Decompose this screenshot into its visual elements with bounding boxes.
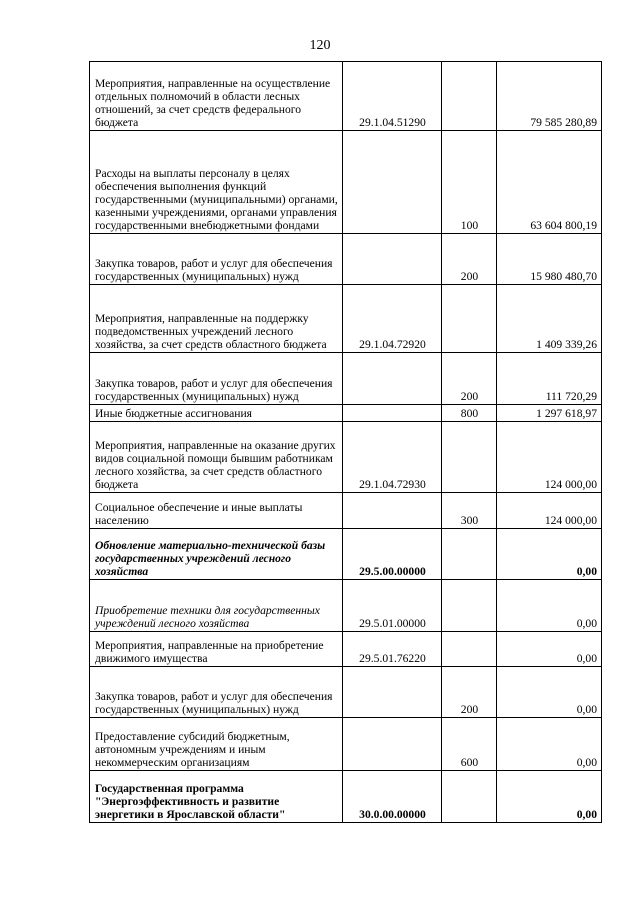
row-code: 29.5.01.00000 <box>343 580 442 632</box>
row-code: 29.1.04.72930 <box>343 422 442 493</box>
table-row <box>90 580 602 632</box>
row-name: Иные бюджетные ассигнования <box>90 405 343 422</box>
row-expense-type: 200 <box>442 234 497 285</box>
row-sum: 0,00 <box>497 771 602 823</box>
row-name: Государственная программа "Энергоэффективность и развитие энергетики в Ярославской области" <box>90 771 343 823</box>
row-sum: 124 000,00 <box>497 493 602 529</box>
row-name: Расходы на выплаты персоналу в целях обеспечения выполнения функций государственными (муниципальными) органами, казенными учреждениями, органами управления государственными внебюджетными фондами <box>90 131 343 234</box>
row-code <box>343 667 442 718</box>
row-name: Закупка товаров, работ и услуг для обеспечения государственных (муниципальных) нужд <box>90 667 343 718</box>
page-number: 120 <box>309 38 331 53</box>
row-expense-type <box>442 632 497 667</box>
row-sum: 0,00 <box>497 667 602 718</box>
row-sum: 1 409 339,26 <box>497 285 602 353</box>
row-code <box>343 718 442 771</box>
row-expense-type <box>442 771 497 823</box>
table-row <box>90 234 602 285</box>
row-name: Закупка товаров, работ и услуг для обеспечения государственных (муниципальных) нужд <box>90 353 343 405</box>
row-expense-type: 200 <box>442 353 497 405</box>
row-expense-type: 800 <box>442 405 497 422</box>
row-expense-type: 200 <box>442 667 497 718</box>
row-name: Обновление материально-технической базы государственных учреждений лесного хозяйства <box>90 529 343 580</box>
row-name: Закупка товаров, работ и услуг для обеспечения государственных (муниципальных) нужд <box>90 234 343 285</box>
row-code: 29.5.01.76220 <box>343 632 442 667</box>
row-name: Мероприятия, направленные на оказание других видов социальной помощи бывшим работникам лесного хозяйства, за счет средств областного бюджета <box>90 422 343 493</box>
table-row <box>90 405 602 422</box>
table-row <box>90 285 602 353</box>
row-code <box>343 493 442 529</box>
row-name: Социальное обеспечение и иные выплаты населению <box>90 493 343 529</box>
table-row <box>90 353 602 405</box>
row-sum: 0,00 <box>497 632 602 667</box>
table-row <box>90 718 602 771</box>
row-code: 29.5.00.00000 <box>343 529 442 580</box>
row-expense-type <box>442 62 497 131</box>
row-sum: 15 980 480,70 <box>497 234 602 285</box>
table-row <box>90 131 602 234</box>
table-row <box>90 632 602 667</box>
table-row <box>90 62 602 131</box>
row-sum: 124 000,00 <box>497 422 602 493</box>
row-sum: 79 585 280,89 <box>497 62 602 131</box>
row-code: 29.1.04.72920 <box>343 285 442 353</box>
row-code <box>343 405 442 422</box>
table-row <box>90 422 602 493</box>
row-code: 30.0.00.00000 <box>343 771 442 823</box>
row-expense-type <box>442 529 497 580</box>
row-name: Предоставление субсидий бюджетным, автономным учреждениям и иным некоммерческим организациям <box>90 718 343 771</box>
row-sum: 1 297 618,97 <box>497 405 602 422</box>
row-expense-type: 600 <box>442 718 497 771</box>
row-code: 29.1.04.51290 <box>343 62 442 131</box>
budget-table <box>89 61 602 823</box>
row-expense-type: 100 <box>442 131 497 234</box>
row-name: Мероприятия, направленные на поддержку подведомственных учреждений лесного хозяйства, за счет средств областного бюджета <box>90 285 343 353</box>
row-code <box>343 131 442 234</box>
table-row <box>90 493 602 529</box>
row-sum: 63 604 800,19 <box>497 131 602 234</box>
row-sum: 0,00 <box>497 718 602 771</box>
table-row <box>90 667 602 718</box>
row-code <box>343 234 442 285</box>
row-name: Мероприятия, направленные на приобретение движимого имущества <box>90 632 343 667</box>
row-expense-type <box>442 580 497 632</box>
row-expense-type: 300 <box>442 493 497 529</box>
table-row <box>90 529 602 580</box>
row-sum: 0,00 <box>497 529 602 580</box>
row-sum: 0,00 <box>497 580 602 632</box>
row-code <box>343 353 442 405</box>
row-name: Мероприятия, направленные на осуществление отдельных полномочий в области лесных отношений, за счет средств федерального бюджета <box>90 62 343 131</box>
row-name: Приобретение техники для государственных учреждений лесного хозяйства <box>90 580 343 632</box>
row-sum: 111 720,29 <box>497 353 602 405</box>
table-row <box>90 771 602 823</box>
row-expense-type <box>442 422 497 493</box>
row-expense-type <box>442 285 497 353</box>
